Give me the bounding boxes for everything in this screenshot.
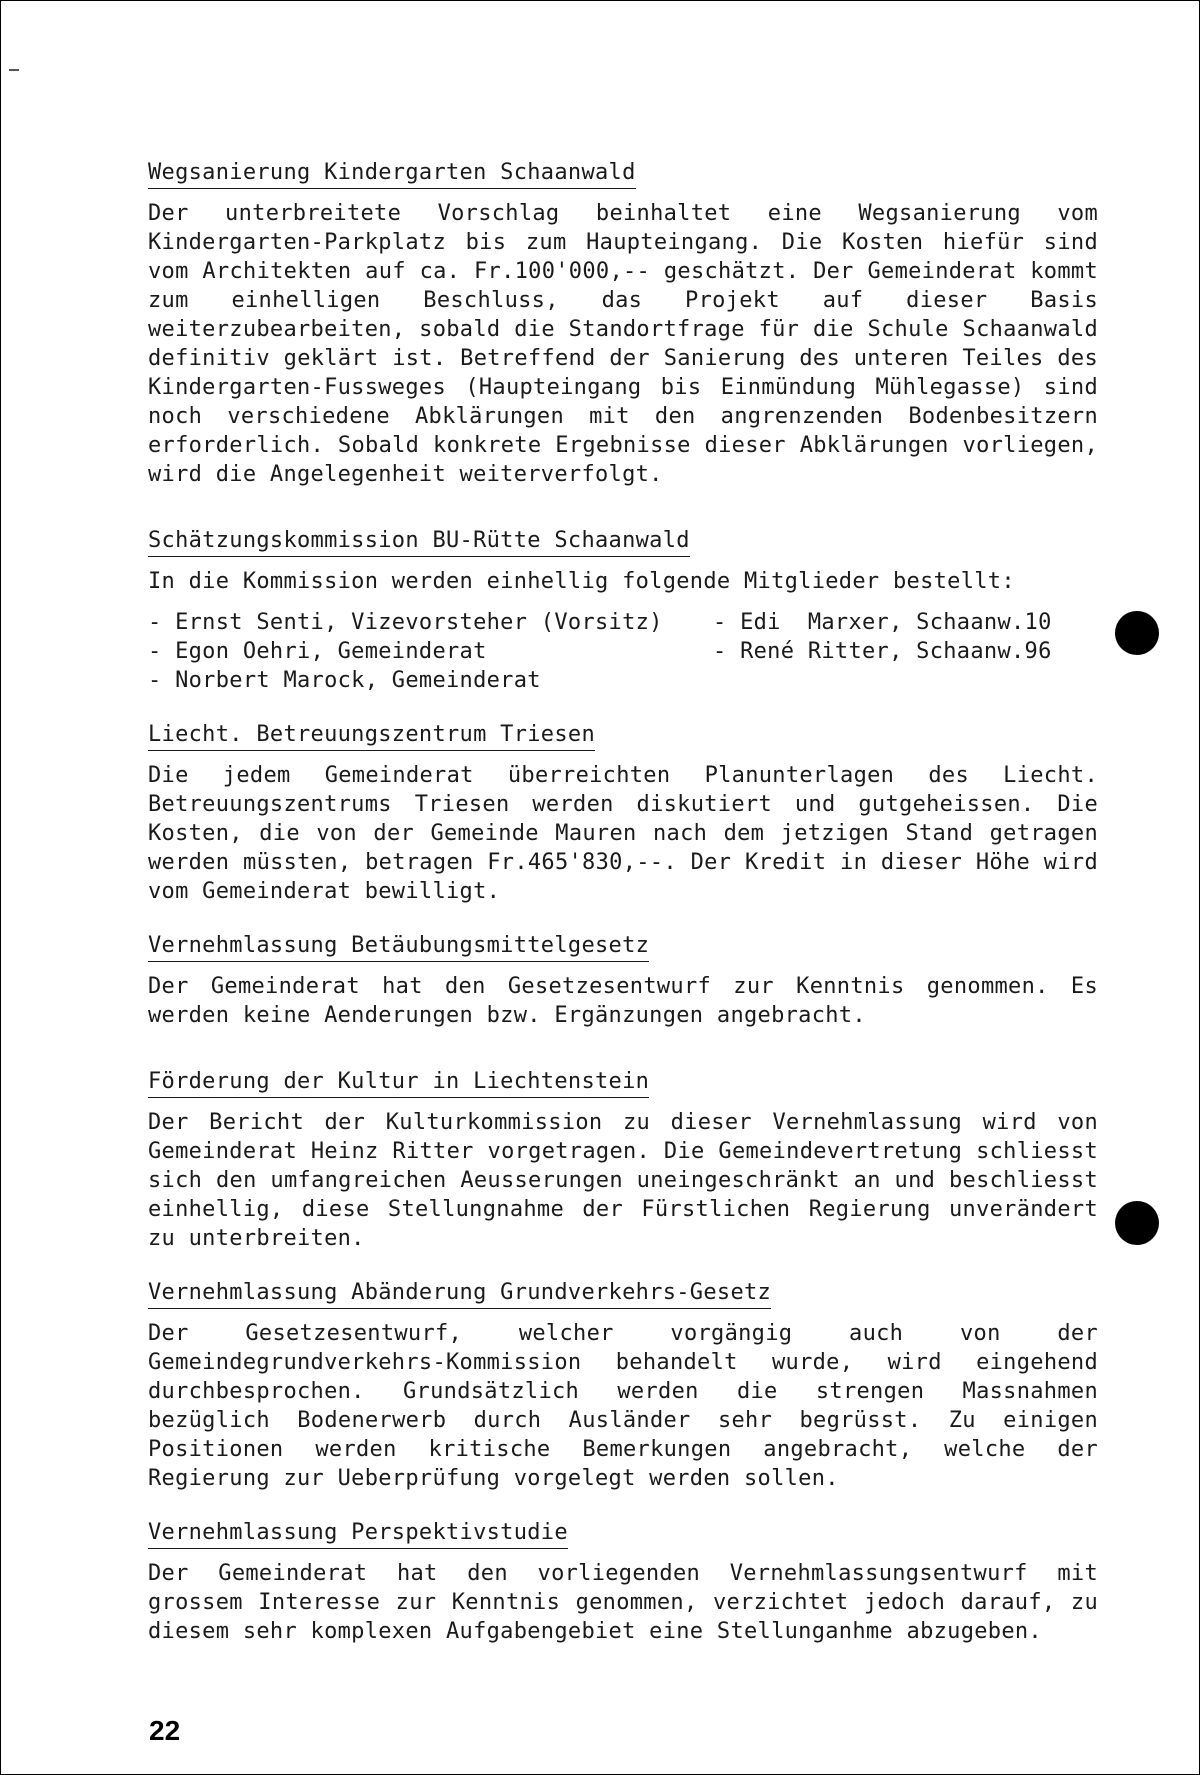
member-item: - Ernst Senti, Vizevorsteher (Vorsitz) bbox=[148, 610, 663, 635]
section-betreuungszentrum bbox=[148, 721, 1098, 906]
section-kultur bbox=[148, 1068, 1098, 1253]
section-betaeubungsmittelgesetz bbox=[148, 932, 1098, 1030]
member-item: - Norbert Marock, Gemeinderat bbox=[148, 668, 541, 693]
section-heading: Vernehmlassung Perspektivstudie bbox=[148, 1519, 568, 1549]
section-heading: Förderung der Kultur in Liechtenstein bbox=[148, 1068, 649, 1098]
section-wegsanierung bbox=[148, 159, 1098, 489]
margin-bullet-icon bbox=[1115, 1201, 1159, 1245]
section-body: Der Gesetzesentwurf, welcher vorgängig auch von der Gemeindegrundverkehrs-Kommission behandelt wurde, wird eingehend durchbesprochen. Grundsätzlich werden die strengen Massnahmen bezüglich Bodenerwerb durch Ausländer sehr begrüsst. Zu einigen Positionen werden kritische Bemerkungen angebracht, welche der Regierung zur Ueberprüfung vorgelegt werden sollen. bbox=[148, 1321, 1098, 1491]
section-body: Die jedem Gemeinderat überreichten Planunterlagen des Liecht. Betreuungszentrums Triesen werden diskutiert und gutgeheissen. Die Kosten, die von der Gemeinde Mauren nach dem jetzigen Stand getragen werden müssten, betragen Fr.465'830,--. Der Kredit in dieser Höhe wird vom Gemeinderat bewilligt. bbox=[148, 763, 1098, 904]
margin-bullet-icon bbox=[1115, 611, 1159, 655]
section-heading: Vernehmlassung Abänderung Grundverkehrs-Gesetz bbox=[148, 1279, 771, 1309]
page-number: 22 bbox=[149, 1715, 181, 1746]
section-heading: Schätzungskommission BU-Rütte Schaanwald bbox=[148, 527, 690, 557]
section-body: Der Gemeinderat hat den Gesetzesentwurf zur Kenntnis genommen. Es werden keine Aenderungen bzw. Ergänzungen angebracht. bbox=[148, 974, 1098, 1028]
member-item: - René Ritter, Schaanw.96 bbox=[713, 639, 1052, 664]
section-heading: Wegsanierung Kindergarten Schaanwald bbox=[148, 159, 636, 189]
member-list bbox=[148, 608, 1098, 695]
section-grundverkehrsgesetz bbox=[148, 1279, 1098, 1493]
section-body: In die Kommission werden einhellig folgende Mitglieder bestellt: bbox=[148, 569, 1015, 594]
section-heading: Liecht. Betreuungszentrum Triesen bbox=[148, 721, 595, 751]
member-item bbox=[713, 666, 1098, 695]
member-item: - Egon Oehri, Gemeinderat bbox=[148, 639, 487, 664]
section-perspektivstudie bbox=[148, 1519, 1098, 1646]
section-heading: Vernehmlassung Betäubungsmittelgesetz bbox=[148, 932, 649, 962]
section-schaetzungskommission bbox=[148, 527, 1098, 695]
section-body: Der unterbreitete Vorschlag beinhaltet eine Wegsanierung vom Kindergarten-Parkplatz bis zum Haupteingang. Die Kosten hiefür sind vom Architekten auf ca. Fr.100'000,-- geschätzt. Der Gemeinderat kommt zum einhelligen Beschluss, das Projekt auf dieser Basis weiterzubearbeiten, sobald die Standortfrage für die Schule Schaanwald definitiv geklärt ist. Betreffend der Sanierung des unteren Teiles des Kindergarten-Fussweges (Haupteingang bis Einmündung Mühlegasse) sind noch verschiedene Abklärungen mit den angrenzenden Bodenbesitzern erforderlich. Sobald konkrete Ergebnisse dieser Abklärungen vorliegen, wird die Angelegenheit weiterverfolgt. bbox=[148, 201, 1098, 487]
scan-mark bbox=[9, 69, 19, 71]
section-body: Der Gemeinderat hat den vorliegenden Vernehmlassungsentwurf mit grossem Interesse zur Kenntnis genommen, verzichtet jedoch darauf, zu diesem sehr komplexen Aufgabengebiet eine Stellunganhme abzugeben. bbox=[148, 1561, 1098, 1644]
document-content bbox=[148, 159, 1098, 1646]
section-body: Der Bericht der Kulturkommission zu dieser Vernehmlassung wird von Gemeinderat Heinz Ritter vorgetragen. Die Gemeindevertretung schliesst sich den umfangreichen Aeusserungen uneingeschränkt an und beschliesst einhellig, diese Stellungnahme der Fürstlichen Regierung unverändert zu unterbreiten. bbox=[148, 1110, 1098, 1251]
member-item: - Edi Marxer, Schaanw.10 bbox=[713, 610, 1052, 635]
